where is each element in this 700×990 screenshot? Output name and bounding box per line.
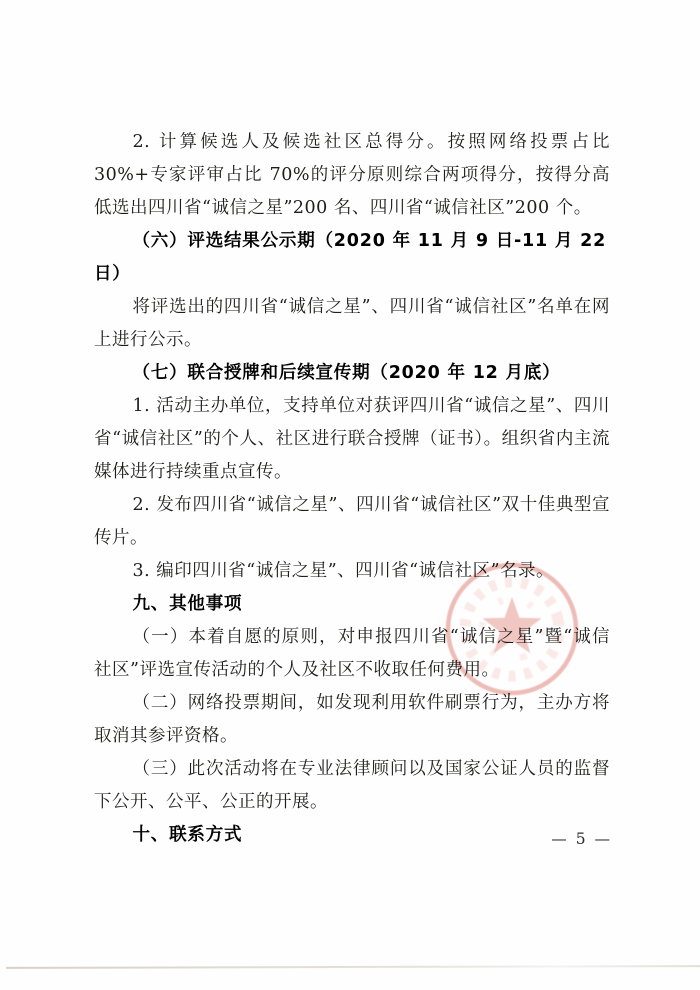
heading-result-publicity-period: （六）评选结果公示期（2020 年 11 月 9 日-11 月 22 日） (94, 231, 607, 284)
para-release-films: 2. 发布四川省“诚信之星”、四川省“诚信社区”双十佳典型宣传片。 (94, 495, 610, 548)
heading-award-followup-publicity: （七）联合授牌和后续宣传期（2020 年 12 月底） (132, 363, 561, 383)
page-number: — 5 — (551, 830, 612, 848)
document-body (94, 126, 610, 852)
heading-contact-info: 十、联系方式 (132, 825, 243, 845)
para-legal-supervision: （三）此次活动将在专业法律顾问以及国家公证人员的监督下公开、公平、公正的开展。 (94, 759, 610, 812)
heading-other-matters: 九、其他事项 (132, 594, 243, 614)
para-joint-award: 1. 活动主办单位，支持单位对获评四川省“诚信之星”、四川省“诚信社区”的个人、社区进行联合授牌（证书）。组织省内主流媒体进行持续重点宣传。 (94, 396, 610, 482)
para-score-calculation: 2. 计算候选人及候选社区总得分。按照网络投票占比 30%+专家评审占比 70%的评分原则综合两项得分，按得分高低选出四川省“诚信之星”200 名、四川省“诚信社区”200 个。 (94, 132, 610, 218)
para-vote-fraud-disqualification: （二）网络投票期间，如发现利用软件刷票行为，主办方将取消其参评资格。 (94, 693, 610, 746)
para-compile-directory: 3. 编印四川省“诚信之星”、四川省“诚信社区”名录。 (132, 561, 555, 581)
para-publicity-list: 将评选出的四川省“诚信之星”、四川省“诚信社区”名单在网上进行公示。 (94, 297, 610, 350)
para-no-fees: （一）本着自愿的原则，对申报四川省“诚信之星”暨“诚信社区”评选宣传活动的个人及社区不收取任何费用。 (94, 627, 610, 680)
scan-artifact-line (6, 965, 700, 969)
